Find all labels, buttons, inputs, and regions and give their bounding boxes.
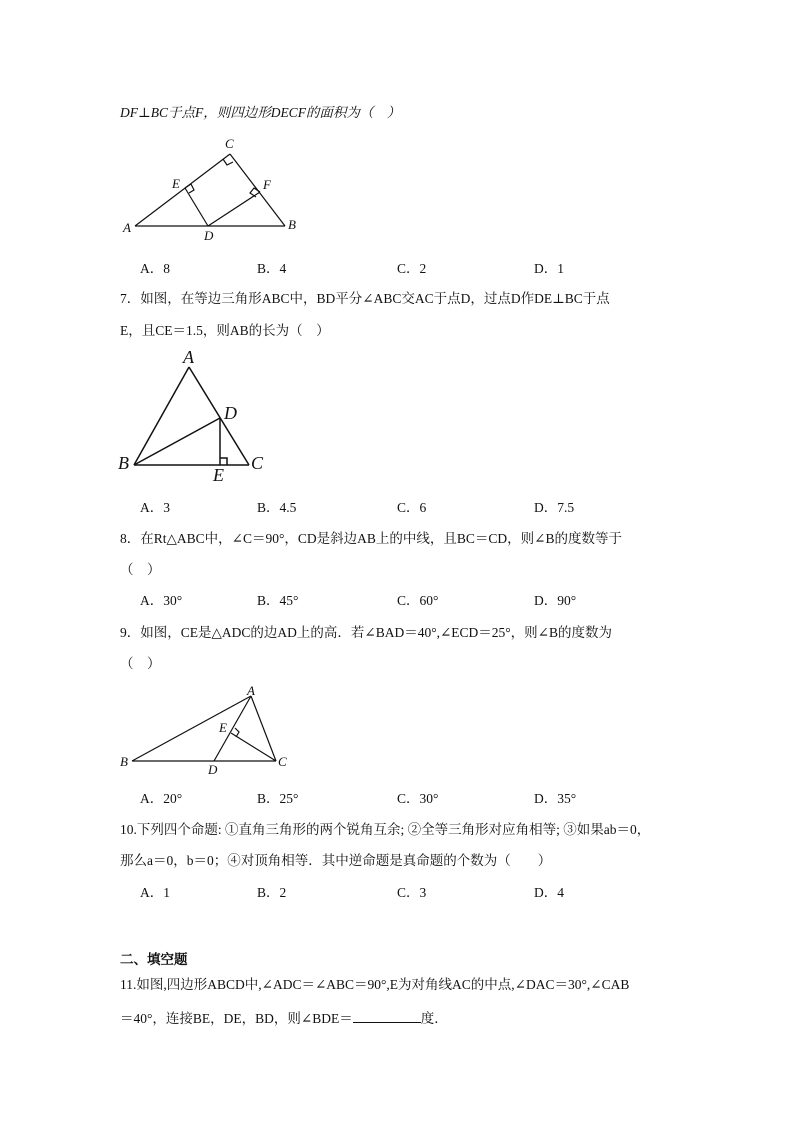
q7-option-d[interactable]: D．7.5	[534, 500, 575, 515]
q10-stem-line2: 那么a＝0，b＝0；④对顶角相等．其中逆命题是真命题的个数为（ ）	[120, 853, 552, 868]
q11-stem-line2	[120, 1010, 448, 1028]
q9-label-e: E	[219, 720, 227, 735]
q8-option-c[interactable]: C．60°	[397, 593, 439, 608]
q6-label-c: C	[225, 136, 234, 151]
q11-stem-line2-post: 度．	[420, 1011, 448, 1026]
q11-stem-line1: 11.如图,四边形ABCD中,∠ADC＝∠ABC＝90°,E为对角线AC的中点,∠DAC＝30°,∠CAB	[120, 977, 630, 992]
section-title: 二、填空题	[120, 952, 188, 967]
q9-label-a: A	[247, 683, 255, 698]
q7-label-b: B	[118, 453, 129, 473]
q8-stem-line1: 8．在Rt△ABC中，∠C＝90°，CD是斜边AB上的中线，且BC＝CD，则∠B的度数等于	[120, 531, 622, 546]
q9-stem-line1: 9．如图，CE是△ADC的边AD上的高．若∠BAD＝40°,∠ECD＝25°，则∠B的度数为	[120, 625, 612, 640]
q6-label-e: E	[172, 176, 180, 191]
q8-stem-line2: （ ）	[120, 562, 161, 577]
q9-option-b[interactable]: B．25°	[257, 791, 299, 806]
q11-stem-line2-pre: ＝40°，连接BE，DE，BD，则∠BDE＝	[120, 1011, 353, 1026]
q10-option-d[interactable]: D．4	[534, 885, 564, 900]
q6-stem: DF⊥BC于点F，则四边形DECF的面积为（ ）	[120, 105, 401, 120]
q7-option-b[interactable]: B．4.5	[257, 500, 297, 515]
q6-label-d: D	[204, 228, 214, 243]
q10-stem-line1: 10.下列四个命题: ①直角三角形的两个锐角互余; ②全等三角形对应角相等; ③如果ab＝0，	[120, 822, 651, 837]
q6-option-a[interactable]: A．8	[140, 261, 170, 276]
q8-option-b[interactable]: B．45°	[257, 593, 299, 608]
q6-figure	[115, 132, 315, 244]
q7-option-c[interactable]: C．6	[397, 500, 427, 515]
q6-options	[140, 260, 700, 278]
q6-label-b: B	[288, 217, 296, 232]
q7-option-a[interactable]: A．3	[140, 500, 170, 515]
q9-label-b: B	[120, 754, 128, 769]
q6-option-b[interactable]: B．4	[257, 261, 287, 276]
q7-label-c: C	[251, 453, 264, 473]
q6-label-f: F	[263, 177, 271, 192]
q7-stem-line2: E，且CE＝1.5，则AB的长为（ ）	[120, 323, 330, 338]
q9-figure	[112, 680, 302, 780]
q9-option-d[interactable]: D．35°	[534, 791, 577, 806]
q6-option-d[interactable]: D．1	[534, 261, 564, 276]
q8-option-a[interactable]: A．30°	[140, 593, 183, 608]
q11-answer-blank[interactable]	[353, 1010, 421, 1023]
q8-options	[140, 592, 700, 610]
q9-label-d: D	[208, 762, 218, 777]
q7-options	[140, 499, 700, 517]
q6-label-a: A	[123, 220, 131, 235]
q6-option-c[interactable]: C．2	[397, 261, 427, 276]
q9-option-a[interactable]: A．20°	[140, 791, 183, 806]
q10-option-c[interactable]: C．3	[397, 885, 427, 900]
q9-options	[140, 790, 700, 808]
q10-option-b[interactable]: B．2	[257, 885, 287, 900]
q10-option-a[interactable]: A．1	[140, 885, 170, 900]
q7-label-a: A	[183, 347, 194, 367]
q10-options	[140, 884, 700, 902]
q7-figure	[112, 345, 282, 485]
q7-label-e: E	[213, 465, 224, 485]
q8-option-d[interactable]: D．90°	[534, 593, 577, 608]
q9-option-c[interactable]: C．30°	[397, 791, 439, 806]
q7-label-d: D	[224, 403, 237, 423]
q9-stem-line2: （ ）	[120, 656, 161, 671]
q7-stem-line1: 7．如图，在等边三角形ABC中，BD平分∠ABC交AC于点D，过点D作DE⊥BC于点	[120, 291, 610, 306]
q9-label-c: C	[278, 754, 287, 769]
